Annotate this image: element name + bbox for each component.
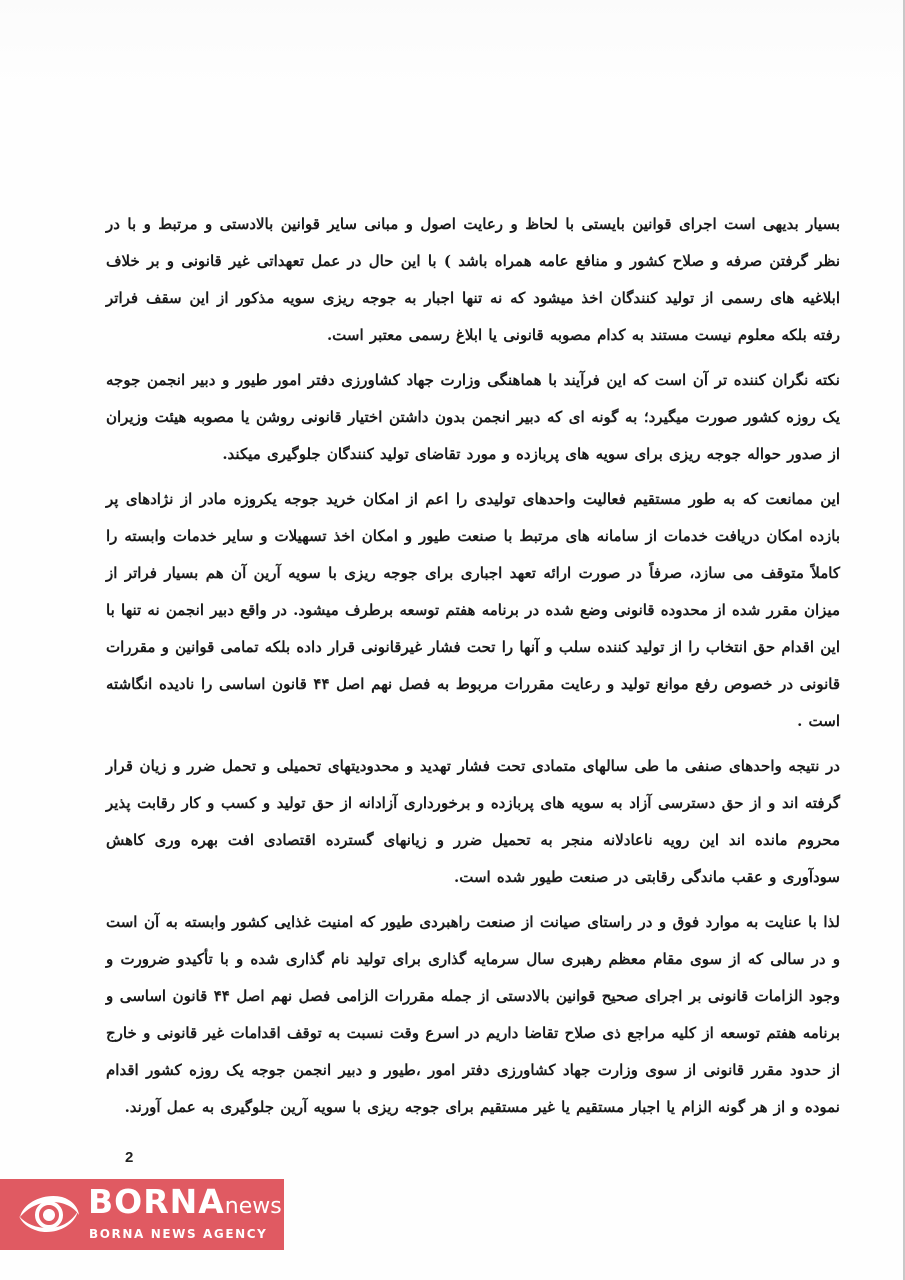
- logo-subtitle: BORNA NEWS AGENCY: [89, 1227, 268, 1241]
- paragraph-1: بسیار بدیهی است اجرای قوانین بایستی با لحاظ و رعایت اصول و مبانی سایر قوانین بالادستی و مرتبط و با در نظر گرفتن صرفه و صلاح کشور و منافع عامه همراه باشد ) با این حال در عمل تعهداتی غیر قانونی و بر خلاف ابلاغیه های رسمی از تولید کنندگان اخذ میشود که نه تنها اجبار به جوجه ریزی سویه مذکور از این سقف فراتر رفته بلکه معلوم نیست مستند به کدام مصوبه قانونی یا ابلاغ رسمی معتبر است.: [106, 215, 840, 344]
- borna-news-watermark: [0, 1179, 284, 1250]
- paragraph-3: این ممانعت که به طور مستقیم فعالیت واحدهای تولیدی را اعم از امکان خرید جوجه یکروزه مادر از نژادهای پر بازده امکان دریافت خدمات از سامانه های مرتبط با صنعت طیور و امکان اخذ تسهیلات و سایر خدمات وابسته را کاملاً متوقف می سازد، صرفاً در صورت ارائه تعهد اجباری برای جوجه ریزی با سویه آرین آن هم بسیار فراتر از میزان مقرر شده از محدوده قانونی وضع شده در برنامه هفتم توسعه برطرف میشود. در واقع دبیر انجمن نه تنها با این اقدام حق انتخاب را از تولید کننده سلب و آنها را تحت فشار غیرقانونی قرار داده بلکه تمامی قوانین و مقررات قانونی در خصوص رفع موانع تولید و رعایت مقررات مربوط به فصل نهم اصل ۴۴ قانون اساسی را نادیده انگاشته است .: [106, 490, 840, 730]
- paragraph-4: در نتیجه واحدهای صنفی ما طی سالهای متمادی تحت فشار تهدید و محدودیتهای تحمیلی و تحمل ضرر و زیان قرار گرفته اند و از حق دسترسی آزاد به سویه های پربازده و برخورداری آزادانه از حق تولید و کسب و کار رقابت پذیر محروم مانده اند این رویه ناعادلانه منجر به تحمیل ضرر و زیانهای گسترده اقتصادی افت بهره وری کاهش سودآوری و عقب ماندگی رقابتی در صنعت طیور شده است.: [106, 757, 840, 886]
- paragraph-5: لذا با عنایت به موارد فوق و در راستای صیانت از صنعت راهبردی طیور که امنیت غذایی کشور وابسته به آن است و در سالی که از سوی مقام معظم رهبری سال سرمایه گذاری برای تولید نام گذاری شده و با تأکیدو ضرورت و وجود الزامات قانونی بر اجرای صحیح قوانین بالادستی از جمله مقررات الزامی فصل نهم اصل ۴۴ قانون اساسی و برنامه هفتم توسعه از کلیه مراجع ذی صلاح تقاضا داریم در اسرع وقت نسبت به توقف اقدامات غیر قانونی و خارج از حدود مقرر قانونی از سوی وزارت جهاد کشاورزی دفتر امور ،طیور و دبیر انجمن جوجه یک روزه کشور اقدام نموده و از هر گونه الزام یا اجبار مستقیم یا غیر مستقیم برای جوجه ریزی با سویه آرین جلوگیری به عمل آورند.: [106, 913, 840, 1116]
- logo-brand-suffix: news: [224, 1194, 282, 1219]
- borna-eye-logo-icon: [16, 1191, 82, 1237]
- logo-wordmark: [88, 1182, 282, 1221]
- logo-brand: BORNA: [88, 1182, 225, 1221]
- paragraph-2: نکته نگران کننده تر آن است که این فرآیند با هماهنگی وزارت جهاد کشاورزی دفتر امور طیور و دبیر انجمن جوجه یک روزه کشور صورت میگیرد؛ به گونه ای که دبیر انجمن بدون داشتن اختیار قانونی روشن یا مصوبه هیئت وزیران از صدور حواله جوجه ریزی برای سویه های پربازده و مورد تقاضای تولید کنندگان جلوگیری میکند.: [106, 371, 840, 463]
- letter-body: [106, 206, 840, 1134]
- scan-bleed-through: [0, 0, 903, 100]
- page-number: 2: [125, 1149, 134, 1166]
